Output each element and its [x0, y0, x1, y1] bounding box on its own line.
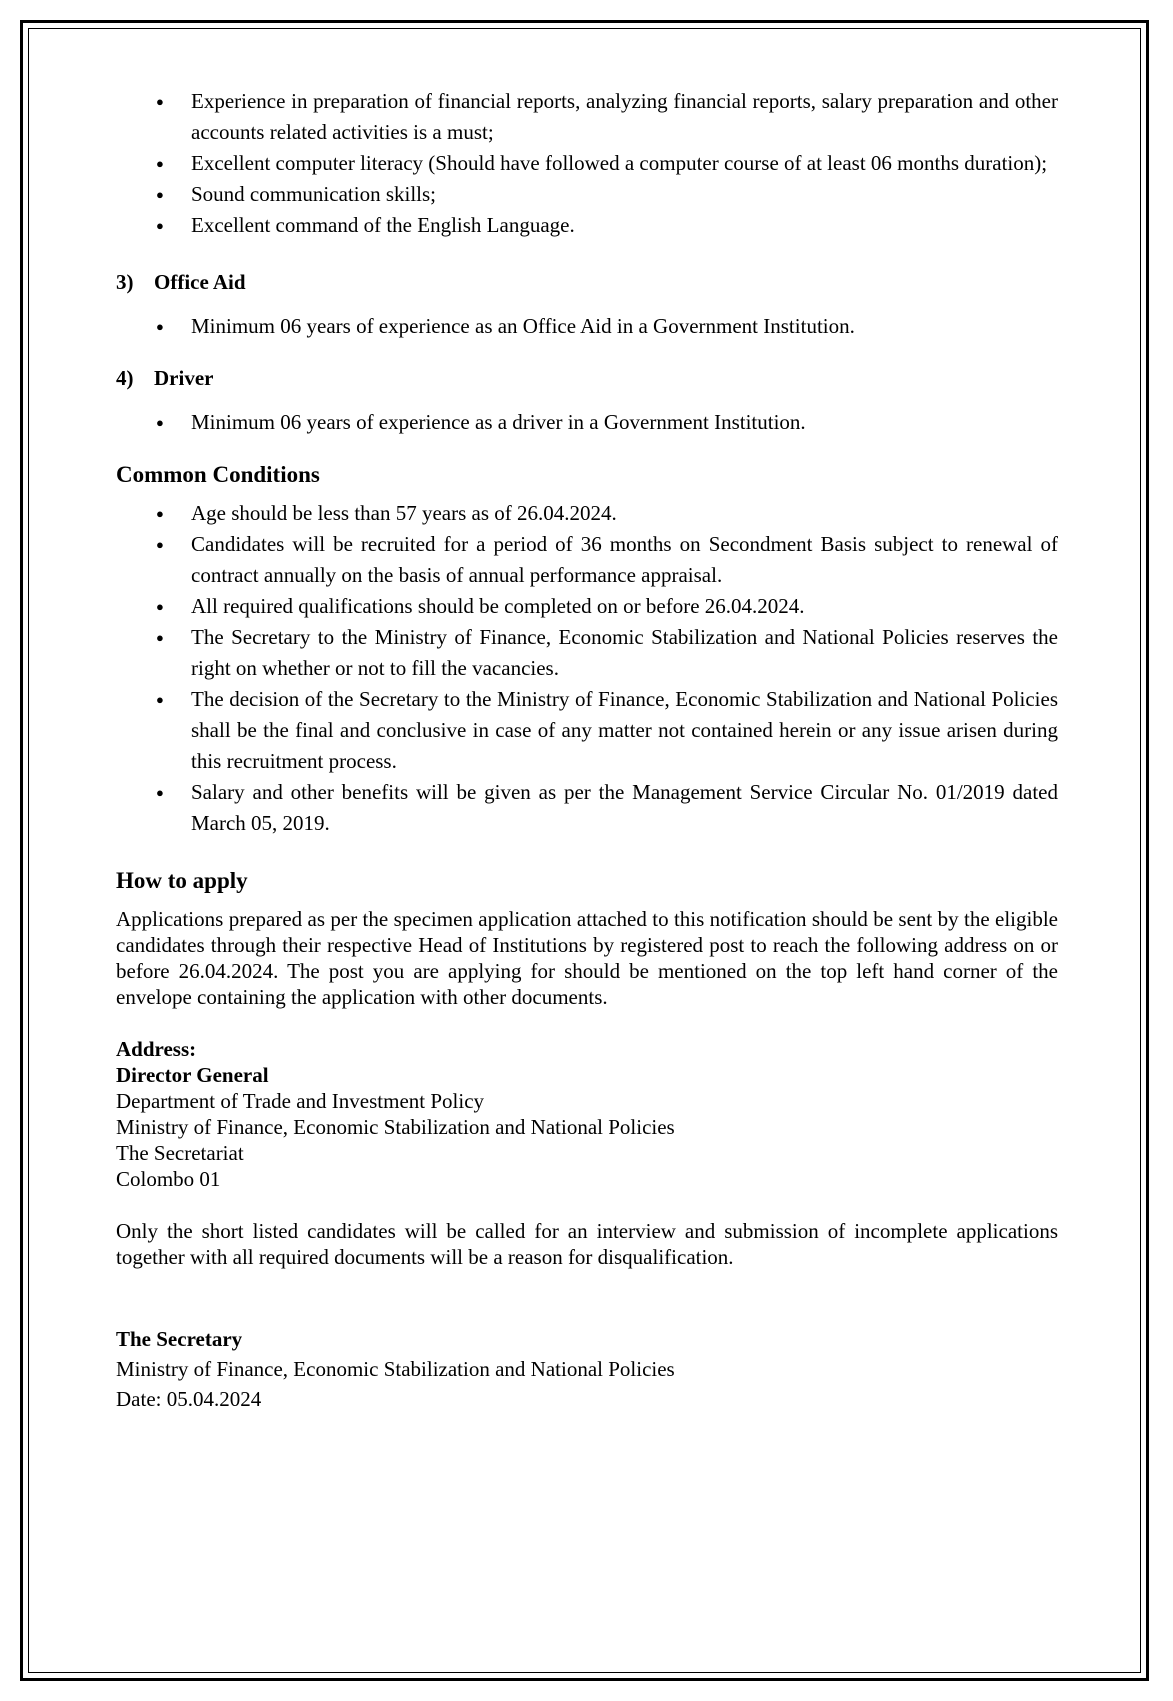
office-aid-title: Office Aid: [154, 270, 246, 294]
common-conditions-list: [116, 498, 1058, 839]
list-item: ● Minimum 06 years of experience as an Office Aid in a Government Institution.: [116, 311, 1058, 342]
office-aid-heading: [116, 267, 1058, 298]
shortlist-note: Only the short listed candidates will be called for an interview and submission of incomplete applications together with all required documents will be a reason for disqualification.: [116, 1219, 1058, 1269]
list-item: ● The Secretary to the Ministry of Finance, Economic Stabilization and National Policies reserves the right on whether or not to fill the vacancies.: [116, 622, 1058, 684]
address-label: Address:: [116, 1037, 197, 1061]
driver-number: 4): [116, 366, 134, 390]
requirements-list: [116, 86, 1058, 241]
signature-block: [116, 1324, 1058, 1414]
address-line: Ministry of Finance, Economic Stabilization and National Policies: [116, 1115, 675, 1139]
common-conditions-heading: Common Conditions: [116, 462, 320, 487]
signature-date: Date: 05.04.2024: [116, 1387, 262, 1411]
document-body: [116, 86, 1058, 1414]
driver-list: [116, 407, 1058, 438]
how-to-apply-paragraph: Applications prepared as per the specimen application attached to this notification should be sent by the eligible candidates through their respective Head of Institutions by registered post to reach the following address on or before 26.04.2024. The post you are applying for should be mentioned on the top left hand corner of the envelope containing the application with other documents.: [116, 907, 1058, 1009]
office-aid-number: 3): [116, 270, 134, 294]
driver-heading: [116, 363, 1058, 394]
list-item: ● All required qualifications should be completed on or before 26.04.2024.: [116, 591, 1058, 622]
list-item: ● Excellent computer literacy (Should have followed a computer course of at least 06 months duration);: [116, 148, 1058, 179]
list-item: ● Excellent command of the English Language.: [116, 210, 1058, 241]
address-block: [116, 1036, 1058, 1192]
signature-title: The Secretary: [116, 1327, 243, 1351]
address-line: The Secretariat: [116, 1141, 244, 1165]
signature-ministry: Ministry of Finance, Economic Stabilization and National Policies: [116, 1357, 675, 1381]
list-item: ● Age should be less than 57 years as of 26.04.2024.: [116, 498, 1058, 529]
how-to-apply-heading: How to apply: [116, 868, 248, 893]
office-aid-list: [116, 311, 1058, 342]
address-line: Department of Trade and Investment Policy: [116, 1089, 485, 1113]
list-item: ● Sound communication skills;: [116, 179, 1058, 210]
address-name: Director General: [116, 1063, 269, 1087]
list-item: ● Experience in preparation of financial reports, analyzing financial reports, salary preparation and other accounts related activities is a must;: [116, 86, 1058, 148]
list-item: ● Candidates will be recruited for a period of 36 months on Secondment Basis subject to renewal of contract annually on the basis of annual performance appraisal.: [116, 529, 1058, 591]
driver-title: Driver: [154, 366, 214, 390]
list-item: ● Salary and other benefits will be given as per the Management Service Circular No. 01/2019 dated March 05, 2019.: [116, 777, 1058, 839]
list-item: ● The decision of the Secretary to the Ministry of Finance, Economic Stabilization and National Policies shall be the final and conclusive in case of any matter not contained herein or any issue arisen during this recruitment process.: [116, 684, 1058, 777]
list-item: ● Minimum 06 years of experience as a driver in a Government Institution.: [116, 407, 1058, 438]
address-line: Colombo 01: [116, 1167, 221, 1191]
